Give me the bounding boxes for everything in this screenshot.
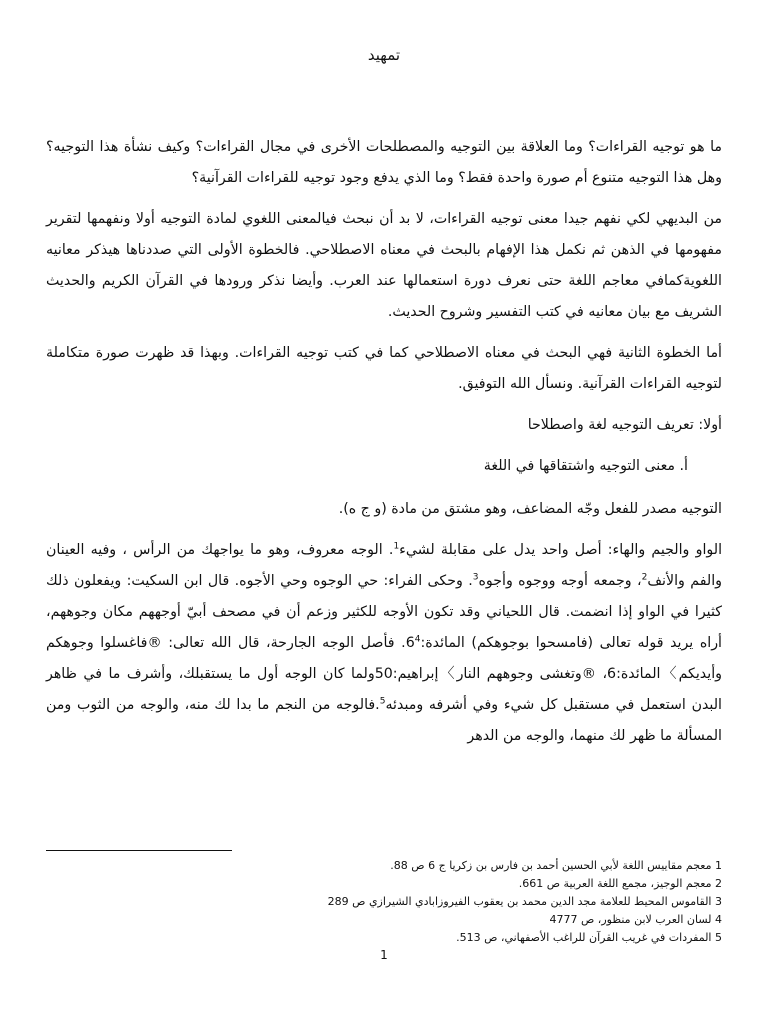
paragraph-5-part-e: . فأصل الوجه الجارحة، قال الله تعالى: ®فاغسلوا وجوهكم وأيديكم〉المائدة:6، ®وتغشى وجوههم النار〉إبراهيم:50ولما كان الوجه أول ما يستقبلك، وأشرف ما في ظاهر البدن استعمل في مستقبل كل شيء وفي أشرفه ومبدئه [46,635,722,713]
paragraph-5-part-b: . الوجه معروف، وهو ما يواجهك من الرأس ، وفيه العينان والفم والأنف [46,542,723,589]
footnote-ref-5[interactable]: 5 [379,696,386,707]
paragraph-5 [46,535,722,752]
footnote-2: 2 معجم الوجيز، مجمع اللغة العربية ص 661. [518,877,722,890]
body-text [46,132,722,762]
footnote-3: 3 القاموس المحيط للعلامة مجد الدين محمد بن يعقوب الفيروزابادي الشيرازي ص 289 [327,895,722,908]
footnote-separator [46,850,232,851]
section-heading: أولا: تعريف التوجيه لغة واصطلاحا [527,417,722,433]
section-subheading: أ. معنى التوجيه واشتقاقها في اللغة [483,458,688,474]
page-number: 1 [380,948,388,962]
footnote-1: 1 معجم مقاييس اللغة لأبي الحسين أحمد بن فارس بن زكريا ج 6 ص 88. [390,859,722,872]
paragraph-5-part-c: ، وجمعه أوجه ووجوه وأجوه [478,573,642,589]
paragraph-5-part-f: .فالوجه من النجم ما بدا لك منه، والوجه من الثوب ومن المسألة ما ظهر لك منهما، والوجه من الدهر [46,697,722,744]
footnote-4: 4 لسان العرب لابن منظور، ص 4777 [549,913,722,926]
footnote-ref-4[interactable]: 4 [414,634,421,645]
paragraph-4: التوجيه مصدر للفعل وجّه المضاعف، وهو مشتق من مادة (و ج ه). [338,501,722,517]
paragraph-5-part-a: الواو والجيم والهاء: أصل واحد يدل على مقابلة لشيء [399,542,723,558]
paragraph-3: أما الخطوة الثانية فهي البحث في معناه الاصطلاحي كما في كتب توجيه القراءات. وبهذا قد ظهرت صورة متكاملة لتوجيه القراءات القرآنية. ونسأل الله التوفيق. [46,345,722,392]
paragraph-1: ما هو توجيه القراءات؟ وما العلاقة بين التوجيه والمصطلحات الأخرى في مجال القراءات؟ وكيف نشأة هذا التوجيه؟ وهل هذا التوجيه متنوع أم صورة واحدة فقط؟ وما الذي يدفع وجود توجيه للقراءات القرآنية؟ [46,139,722,186]
footnote-ref-1[interactable]: 1 [393,541,400,552]
footnote-5: 5 المفردات في غريب القرآن للراغب الأصفهاني، ص 513. [456,931,722,944]
page-title: تمهيد [367,46,401,64]
footnote-ref-3[interactable]: 3 [472,572,479,583]
paragraph-5-part-d: . وحكى الفراء: حي الوجوه وحي الأجوه. قال ابن السكيت: ويفعلون ذلك كثيرا في الواو إذا انضمت. قال اللحياني وقد تكون الأوجه للكثير وزعم أن في مصحف أبيّ أوجههم مكان وجوههم، أراه يريد قوله تعالى (فامسحوا بوجوهكم) المائدة:6 [46,573,722,651]
paragraph-2: من البديهي لكي نفهم جيدا معنى توجيه القراءات، لا بد أن نبحث فيالمعنى اللغوي لمادة التوجيه أولا ونفهمها لتقرير مفهومها في الذهن ثم نكمل هذا الإفهام بالبحث في معناه الاصطلاحي. فالخطوة الأولى التي صددناها هيذكر معانيه اللغويةكمافي معاجم اللغة حتى نعرف دورة استعمالها عند العرب. وأيضا نذكر ورودها في القرآن الكريم والحديث الشريف مع بيان معانيه في كتب التفسير وشروح الحديث. [46,211,722,320]
footnote-ref-2[interactable]: 2 [641,572,648,583]
